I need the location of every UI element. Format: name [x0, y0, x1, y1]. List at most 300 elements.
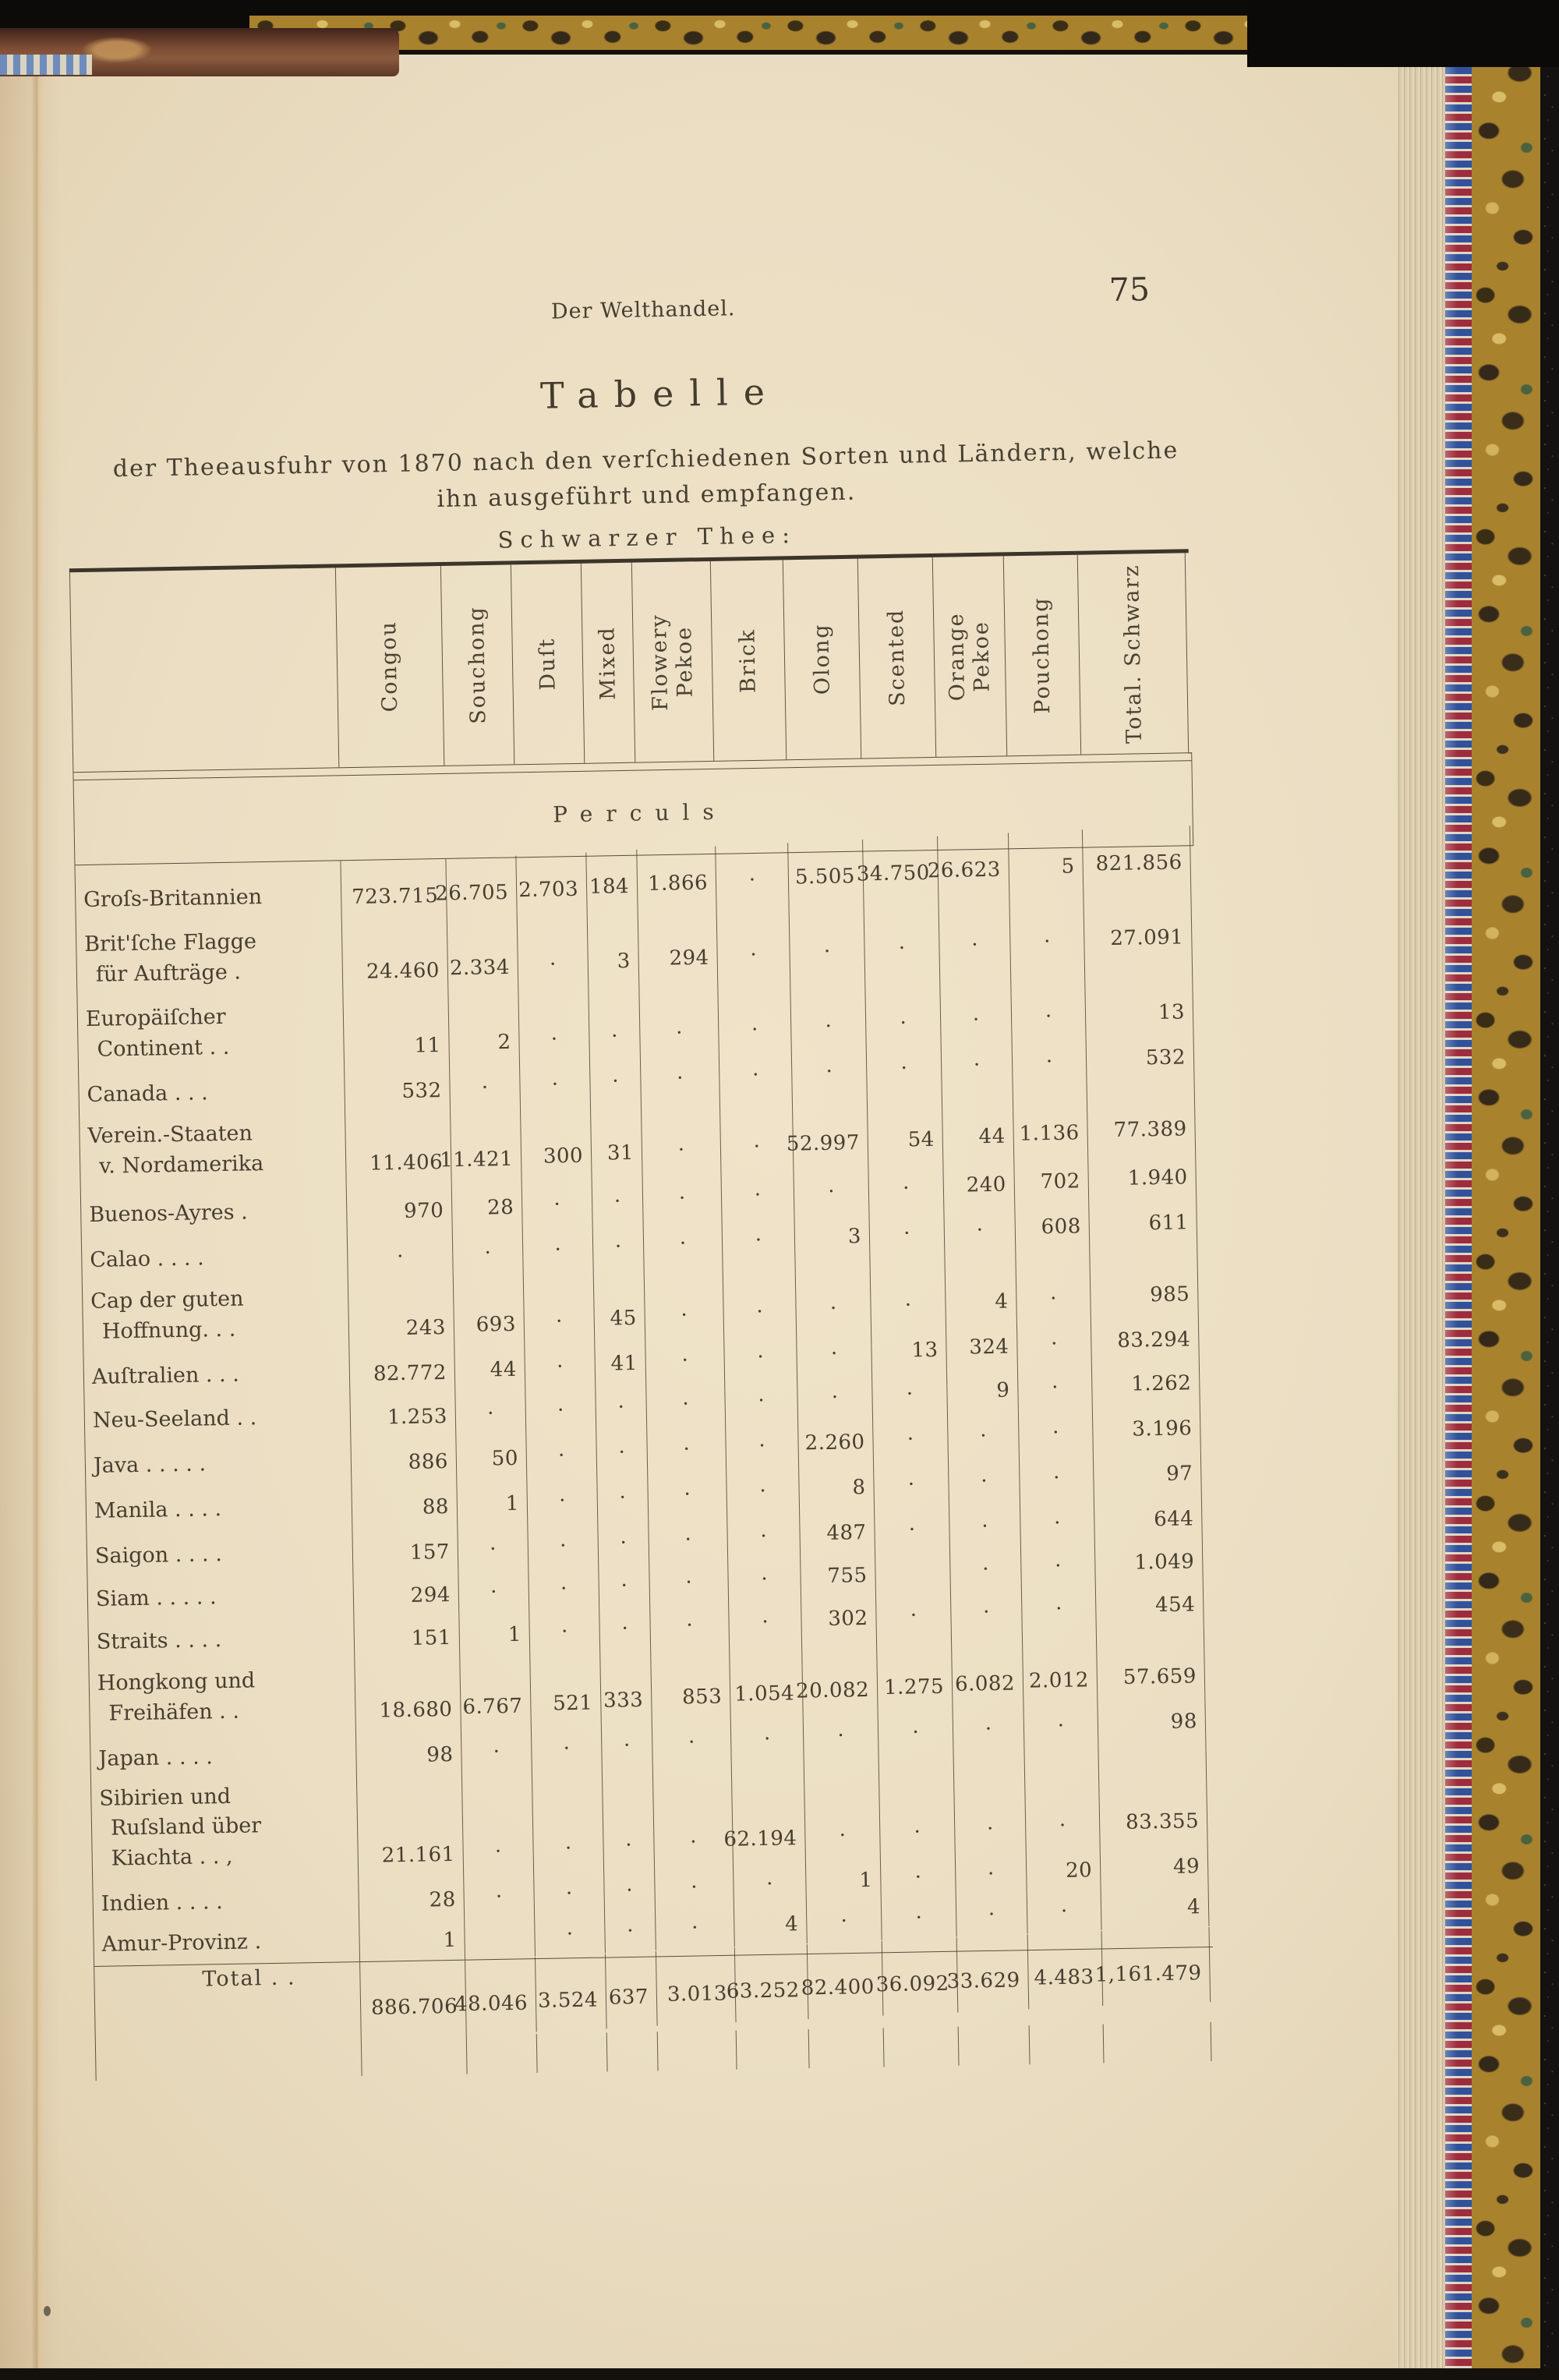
row-label: [90, 1731, 357, 1781]
empty-dot-cell: ·: [656, 1906, 735, 1948]
value-cell: 77.389: [1087, 1077, 1196, 1150]
column-header-olong: [783, 559, 861, 760]
empty-dot-cell: ·: [1016, 1246, 1091, 1319]
empty-dot-cell: ·: [1024, 1745, 1100, 1846]
value-cell: 41: [595, 1338, 646, 1384]
empty-dot-cell: ·: [605, 1910, 656, 1951]
page-title: Tabelle: [539, 370, 781, 417]
value-cell: 487: [800, 1507, 875, 1554]
row-label-line: Neu-Seeland . .: [92, 1405, 257, 1433]
row-label-line: Verein.-Staaten: [87, 1121, 253, 1149]
empty-dot-cell: ·: [523, 1223, 594, 1270]
empty-dot-cell: ·: [461, 1726, 532, 1773]
empty-dot-cell: ·: [455, 1389, 526, 1434]
empty-dot-cell: ·: [719, 1049, 793, 1095]
row-label: [84, 1438, 352, 1487]
value-cell: 28: [452, 1179, 523, 1229]
empty-dot-cell: ·: [1027, 1890, 1102, 1932]
page-number: 75: [1108, 271, 1151, 309]
value-cell: 644: [1094, 1493, 1203, 1540]
value-cell: 6.767: [460, 1654, 532, 1728]
row-label-line: Buenos-Ayres .: [89, 1200, 248, 1227]
value-cell: 26.623: [938, 833, 1009, 891]
empty-dot-cell: ·: [641, 1052, 720, 1098]
empty-dot-cell: ·: [872, 1370, 948, 1415]
empty-dot-cell: ·: [522, 1176, 593, 1225]
total-row-label: Total . .: [94, 1962, 362, 2042]
row-label-line: Continent . .: [97, 1034, 230, 1062]
empty-dot-cell: ·: [875, 1504, 950, 1551]
column-header-label: Pouchong: [1028, 596, 1055, 714]
value-cell: 44: [454, 1344, 525, 1391]
empty-dot-cell: ·: [724, 1331, 797, 1377]
empty-dot-cell: ·: [604, 1865, 656, 1911]
value-cell: [465, 1916, 536, 1958]
unit-label: Perculs: [552, 798, 727, 828]
column-header-label: Duſt: [535, 637, 560, 691]
row-label: [83, 1349, 350, 1399]
value-cell: 4: [945, 1249, 1017, 1322]
value-cell: 6.082: [952, 1631, 1024, 1704]
empty-dot-cell: ·: [348, 1230, 454, 1277]
empty-dot-cell: ·: [956, 1848, 1027, 1894]
row-label-line: Kiachta . . ,: [111, 1844, 233, 1871]
value-cell: 21.161: [357, 1774, 464, 1876]
row-label: [81, 1232, 348, 1282]
column-header-label: Brick: [735, 628, 761, 693]
row-label-line: Java . . . . .: [93, 1452, 207, 1478]
value-cell: 9: [947, 1366, 1019, 1411]
value-cell: 886.706: [360, 1961, 467, 2037]
row-label-line: Saigon . . . .: [94, 1541, 223, 1568]
empty-dot-cell: ·: [718, 974, 792, 1050]
empty-dot-cell: ·: [734, 1858, 807, 1904]
value-cell: 1.866: [637, 846, 716, 904]
value-cell: 1.136: [1013, 1080, 1089, 1154]
row-label: [93, 1921, 360, 1966]
empty-dot-cell: ·: [878, 1706, 954, 1753]
row-label: [87, 1573, 354, 1621]
value-cell: 300: [521, 1104, 592, 1177]
empty-dot-cell: ·: [532, 1767, 604, 1869]
empty-dot-cell: ·: [596, 1427, 648, 1473]
empty-dot-cell: ·: [518, 909, 589, 985]
column-line-stub: [737, 2029, 810, 2070]
empty-dot-cell: ·: [942, 1038, 1013, 1085]
value-cell: 532: [345, 1065, 451, 1112]
empty-dot-cell: ·: [529, 1565, 599, 1609]
row-label: [82, 1277, 350, 1353]
empty-dot-cell: ·: [789, 896, 865, 972]
empty-dot-cell: ·: [723, 1259, 797, 1332]
empty-dot-cell: ·: [535, 1912, 606, 1954]
empty-dot-cell: ·: [645, 1334, 725, 1381]
empty-dot-cell: ·: [646, 1379, 726, 1424]
column-header-total-schwarz: [1078, 553, 1189, 754]
empty-dot-cell: ·: [603, 1765, 655, 1865]
value-cell: 11: [343, 990, 450, 1066]
empty-dot-cell: ·: [527, 1474, 598, 1521]
empty-dot-cell: ·: [792, 1045, 868, 1092]
empty-dot-cell: ·: [729, 1598, 802, 1643]
empty-dot-cell: ·: [1020, 1497, 1095, 1544]
empty-dot-cell: ·: [725, 1376, 798, 1421]
empty-dot-cell: ·: [879, 1752, 956, 1853]
value-cell: 20.082: [802, 1638, 878, 1711]
value-cell: 1.054: [730, 1641, 804, 1714]
row-label-line: Ruſsland über: [110, 1813, 262, 1841]
row-label-line: Indien . . . .: [101, 1889, 224, 1916]
empty-dot-cell: ·: [458, 1523, 529, 1570]
value-cell: 333: [600, 1648, 652, 1720]
row-label-line: v. Nordamerika: [98, 1151, 264, 1179]
empty-dot-cell: ·: [956, 1893, 1028, 1935]
value-cell: 36.092: [882, 1937, 959, 2014]
row-label-line: Canada . . .: [87, 1080, 209, 1107]
value-cell: 34.750: [863, 836, 939, 894]
value-cell: 1.253: [350, 1392, 456, 1438]
value-cell: 49: [1101, 1841, 1209, 1887]
value-cell: 44: [942, 1084, 1015, 1157]
empty-dot-cell: ·: [728, 1555, 801, 1600]
empty-dot-cell: ·: [949, 1455, 1020, 1501]
empty-dot-cell: ·: [642, 1169, 722, 1218]
row-label-line: Europäiſcher: [85, 1005, 226, 1032]
value-cell: 33.629: [957, 1934, 1030, 2010]
column-header-label: Flowery Pekoe: [647, 613, 698, 711]
empty-dot-cell: ·: [464, 1871, 535, 1918]
column-header-scented: [858, 557, 936, 759]
column-line-stub: [467, 2034, 538, 2074]
value-cell: 637: [606, 1951, 658, 2027]
value-cell: 2.012: [1023, 1628, 1098, 1701]
value-cell: 4: [1101, 1886, 1210, 1928]
row-label-line: Brit'ſche Flagge: [84, 929, 257, 957]
tea-export-table: [69, 549, 1215, 2081]
empty-dot-cell: ·: [450, 1062, 521, 1109]
empty-dot-cell: ·: [534, 1867, 605, 1914]
empty-dot-cell: ·: [949, 1500, 1021, 1547]
column-header-mixed: [582, 563, 635, 763]
empty-dot-cell: ·: [953, 1748, 1026, 1849]
empty-dot-cell: ·: [948, 1409, 1020, 1456]
empty-dot-cell: ·: [602, 1720, 653, 1766]
value-cell: 454: [1096, 1581, 1204, 1625]
empty-dot-cell: ·: [876, 1592, 952, 1636]
column-line-stub: [1030, 2024, 1105, 2064]
empty-dot-cell: ·: [721, 1165, 794, 1215]
value-cell: 83.355: [1098, 1741, 1207, 1842]
empty-dot-cell: ·: [655, 1861, 734, 1908]
empty-dot-cell: ·: [807, 1900, 882, 1942]
page-content: [0, 42, 1413, 2380]
empty-dot-cell: ·: [648, 1468, 727, 1515]
empty-dot-cell: ·: [653, 1761, 734, 1862]
value-cell: 52.997: [793, 1091, 869, 1164]
row-label-line: Calao . . . .: [90, 1246, 204, 1272]
value-cell: 3.196: [1093, 1402, 1201, 1449]
row-label: [86, 1528, 353, 1578]
value-cell: 18.680: [355, 1657, 461, 1731]
row-label: [74, 861, 341, 921]
row-label: [76, 992, 345, 1071]
empty-dot-cell: ·: [795, 1256, 871, 1329]
value-cell: 2.703: [516, 853, 587, 911]
empty-dot-cell: ·: [599, 1605, 651, 1649]
column-line-stub: [95, 2037, 362, 2081]
empty-dot-cell: ·: [870, 1253, 946, 1326]
subtitle-line-1: der Theeausfuhr von 1870 nach den verſchiedenen Sorten und Ländern, welche: [112, 437, 1179, 483]
empty-dot-cell: ·: [865, 967, 942, 1044]
empty-dot-cell: ·: [644, 1217, 723, 1264]
empty-dot-cell: ·: [458, 1568, 529, 1613]
empty-dot-cell: ·: [716, 843, 789, 900]
value-cell: 3.524: [536, 1954, 607, 2030]
column-header-label: Total. Schwarz: [1119, 564, 1147, 744]
row-label: [88, 1659, 356, 1735]
value-cell: 1: [806, 1855, 882, 1901]
column-line-stub: [537, 2033, 608, 2074]
empty-dot-cell: ·: [645, 1262, 725, 1335]
row-label-line: Siam . . . . .: [95, 1584, 217, 1611]
empty-dot-cell: ·: [797, 1373, 873, 1418]
row-label-line: Freihäfen . .: [108, 1699, 240, 1726]
section-heading: Schwarzer Thee:: [497, 522, 797, 553]
empty-dot-cell: ·: [720, 1094, 794, 1167]
empty-dot-cell: ·: [1013, 1035, 1087, 1082]
empty-dot-cell: ·: [1017, 1317, 1092, 1364]
value-cell: 240: [943, 1155, 1015, 1205]
value-cell: 82.772: [349, 1347, 455, 1394]
row-label-line: Hongkong und: [97, 1668, 256, 1696]
value-cell: 4: [734, 1903, 808, 1945]
value-cell: 2.260: [798, 1416, 874, 1463]
empty-dot-cell: ·: [727, 1510, 801, 1557]
row-label-line: Hoffnung. . .: [101, 1317, 236, 1344]
value-cell: 3: [588, 906, 640, 981]
empty-dot-cell: ·: [940, 964, 1013, 1040]
empty-dot-cell: ·: [881, 1851, 956, 1898]
value-cell: 57.659: [1097, 1624, 1206, 1697]
value-cell: 5.505: [788, 840, 864, 897]
value-cell: 1: [459, 1611, 530, 1656]
column-header-label: Mixed: [595, 625, 620, 700]
empty-dot-cell: ·: [1011, 960, 1087, 1037]
value-cell: 302: [801, 1595, 877, 1639]
row-label-line: Straits . . . .: [96, 1627, 222, 1654]
subtitle-line-2: ihn ausgeführt und empfangen.: [437, 478, 857, 514]
empty-dot-cell: ·: [642, 1097, 722, 1170]
empty-dot-cell: ·: [731, 1713, 804, 1759]
empty-dot-cell: ·: [869, 1208, 945, 1254]
value-cell: 83.294: [1091, 1314, 1200, 1360]
empty-dot-cell: ·: [950, 1545, 1022, 1590]
column-line-stub: [884, 2027, 960, 2067]
value-cell: 13: [871, 1324, 947, 1371]
empty-dot-cell: ·: [944, 1204, 1016, 1250]
value-cell: 1.049: [1095, 1538, 1204, 1583]
value-cell: 611: [1089, 1197, 1197, 1243]
running-header: Der Welthandel.: [550, 296, 736, 324]
value-cell: 98: [356, 1729, 462, 1776]
empty-dot-cell: ·: [868, 1159, 944, 1209]
value-cell: 48.046: [465, 1957, 537, 2034]
row-label: [83, 1394, 351, 1442]
value-cell: 1,161.479: [1102, 1927, 1211, 2003]
value-cell: 1.275: [877, 1635, 953, 1708]
value-cell: 31: [591, 1101, 643, 1173]
empty-dot-cell: ·: [525, 1385, 596, 1430]
empty-dot-cell: ·: [804, 1710, 879, 1756]
empty-dot-cell: ·: [526, 1429, 597, 1476]
value-cell: 1.262: [1092, 1359, 1200, 1404]
empty-dot-cell: ·: [462, 1771, 534, 1873]
empty-dot-cell: ·: [1021, 1542, 1096, 1586]
empty-dot-cell: ·: [589, 981, 641, 1056]
empty-dot-cell: ·: [726, 1420, 799, 1466]
value-cell: 45: [594, 1266, 646, 1339]
empty-dot-cell: ·: [520, 1059, 591, 1105]
column-header-du-t: [511, 564, 585, 765]
value-cell: 184: [586, 850, 638, 907]
empty-dot-cell: ·: [1018, 1363, 1093, 1408]
value-cell: 11.421: [451, 1107, 522, 1180]
value-cell: 27.091: [1084, 882, 1193, 958]
empty-dot-cell: ·: [1019, 1406, 1094, 1453]
value-cell: 1: [457, 1478, 528, 1525]
cover-top-right-corner: [1247, 0, 1559, 67]
value-cell: 294: [353, 1572, 459, 1616]
empty-dot-cell: ·: [649, 1513, 728, 1560]
row-label-line: Cap der guten: [90, 1286, 244, 1314]
empty-dot-cell: ·: [592, 1172, 643, 1222]
column-header-label: Congou: [376, 621, 403, 713]
column-line-stub: [959, 2025, 1030, 2066]
empty-dot-cell: ·: [1022, 1585, 1097, 1629]
value-cell: 24.460: [342, 915, 449, 992]
empty-dot-cell: ·: [525, 1340, 596, 1387]
row-label-line: Manila . . . .: [94, 1496, 222, 1523]
empty-dot-cell: ·: [1023, 1699, 1098, 1746]
empty-dot-cell: ·: [639, 977, 719, 1053]
value-cell: 755: [801, 1552, 876, 1597]
column-header-souchong: [441, 564, 514, 766]
empty-dot-cell: ·: [599, 1562, 650, 1606]
empty-dot-cell: ·: [597, 1472, 649, 1518]
column-header-label: Scented: [883, 608, 910, 707]
value-cell: 608: [1015, 1201, 1090, 1247]
row-label: [85, 1483, 352, 1533]
value-cell: 243: [348, 1275, 455, 1349]
value-cell: 970: [347, 1182, 453, 1232]
marbled-endpaper-edge: [1445, 39, 1472, 2368]
empty-dot-cell: ·: [882, 1896, 957, 1938]
value-cell: 88: [352, 1481, 458, 1528]
value-cell: 2: [448, 987, 520, 1063]
empty-dot-cell: ·: [953, 1703, 1024, 1749]
empty-dot-cell: ·: [790, 971, 867, 1047]
value-cell: 151: [354, 1614, 460, 1659]
empty-dot-cell: ·: [726, 1465, 800, 1512]
value-cell: 886: [351, 1436, 457, 1483]
value-cell: 26.705: [446, 856, 517, 914]
value-cell: 1: [359, 1919, 465, 1961]
cover-cloth-edge: [1540, 0, 1559, 2368]
row-label-column-header: [69, 568, 339, 772]
empty-dot-cell: ·: [598, 1517, 649, 1563]
empty-dot-cell: ·: [532, 1722, 603, 1769]
empty-dot-cell: ·: [867, 1042, 942, 1089]
row-label-line: Amur-Provinz .: [101, 1929, 262, 1957]
value-cell: 54: [868, 1087, 944, 1161]
column-line-stub: [362, 2035, 468, 2076]
value-cell: 521: [530, 1650, 602, 1724]
empty-dot-cell: ·: [804, 1755, 881, 1856]
empty-dot-cell: ·: [524, 1268, 596, 1342]
value-cell: 3.013: [656, 1947, 737, 2024]
empty-dot-cell: ·: [722, 1214, 795, 1261]
value-cell: 50: [456, 1433, 527, 1480]
empty-dot-cell: ·: [453, 1227, 524, 1274]
empty-dot-cell: ·: [1009, 886, 1085, 962]
empty-dot-cell: ·: [1020, 1452, 1094, 1498]
column-header-orange-pekoe: [933, 556, 1007, 757]
empty-dot-cell: ·: [596, 1383, 647, 1427]
value-cell: 1.940: [1088, 1148, 1197, 1198]
column-line-stub: [809, 2028, 885, 2068]
row-label: [80, 1183, 348, 1236]
value-cell: 4.483: [1028, 1931, 1104, 2007]
column-line-stub: [1104, 2022, 1212, 2063]
empty-dot-cell: ·: [593, 1221, 645, 1267]
value-cell: 20: [1027, 1844, 1101, 1891]
column-line-stub: [658, 2031, 737, 2071]
column-header-label: Orange Pekoe: [944, 612, 995, 702]
empty-dot-cell: ·: [864, 893, 940, 969]
empty-dot-cell: ·: [650, 1601, 730, 1646]
book-page: [0, 55, 1397, 2368]
column-header-brick: [711, 560, 787, 761]
headband: [0, 55, 92, 75]
value-cell: 5: [1009, 829, 1084, 887]
value-cell: 97: [1094, 1448, 1202, 1494]
empty-dot-cell: ·: [797, 1328, 872, 1374]
row-label-line: Groſs-Britannien: [83, 884, 263, 912]
value-cell: 8: [799, 1462, 875, 1508]
value-cell: 532: [1086, 1031, 1194, 1078]
empty-dot-cell: ·: [874, 1459, 949, 1505]
value-cell: [875, 1549, 951, 1593]
row-label: [78, 1066, 345, 1116]
value-cell: 324: [946, 1321, 1018, 1367]
empty-dot-cell: ·: [794, 1162, 869, 1212]
empty-dot-cell: ·: [652, 1716, 732, 1763]
value-cell: 28: [359, 1874, 465, 1921]
row-label-line: Japan . . . .: [98, 1744, 214, 1771]
value-cell: 62.194: [732, 1758, 806, 1859]
column-header-flowery-pekoe: [632, 561, 714, 762]
value-cell: 13: [1085, 957, 1194, 1033]
row-label: [87, 1616, 355, 1664]
row-label-line: für Aufträge .: [95, 960, 242, 987]
value-cell: 63.252: [735, 1944, 809, 2021]
row-label: [92, 1876, 359, 1926]
value-cell: 723.715: [341, 859, 447, 917]
empty-dot-cell: ·: [873, 1413, 949, 1460]
value-cell: 702: [1014, 1152, 1089, 1202]
row-label-line: Auſtralien . . .: [91, 1362, 240, 1389]
empty-dot-cell: ·: [951, 1588, 1023, 1632]
